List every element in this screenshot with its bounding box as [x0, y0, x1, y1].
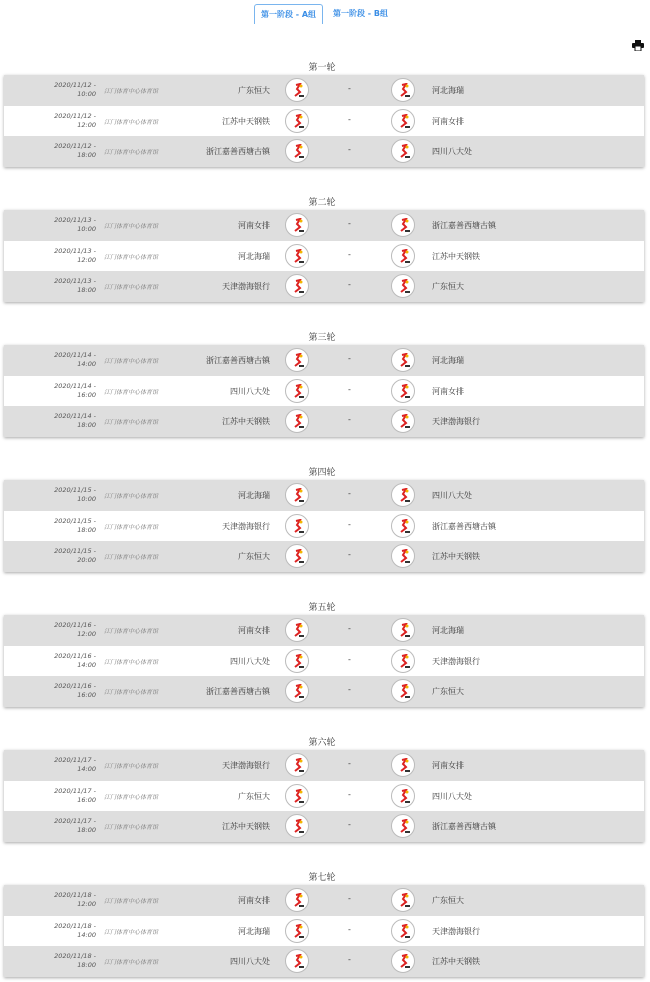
away-team: 天津渤海银行	[432, 926, 480, 936]
match-time: 16:00	[77, 390, 96, 399]
score: -	[348, 249, 351, 259]
home-team-logo-icon	[285, 618, 309, 642]
away-team: 广东恒大	[432, 282, 464, 291]
match-time: 12:00	[77, 630, 96, 638]
away-team-logo-icon	[391, 814, 415, 838]
match-row[interactable]	[4, 271, 644, 302]
away-team: 四川八大处	[432, 491, 472, 500]
match-datetime	[54, 517, 96, 535]
score: -	[348, 114, 351, 124]
away-team: 浙江嘉善西塘古镇	[432, 822, 496, 831]
away-team-logo-icon	[391, 618, 415, 642]
match-row[interactable]	[4, 241, 644, 272]
home-team-logo-icon	[285, 649, 309, 673]
match-row[interactable]	[4, 480, 644, 511]
score: -	[348, 894, 351, 903]
away-team: 河北海瑞	[432, 356, 464, 365]
home-team-logo-icon	[285, 348, 309, 372]
match-datetime	[54, 351, 96, 369]
match-venue: 江门体育中心体育馆	[104, 284, 159, 291]
match-date: 2020/11/14 -	[54, 412, 96, 420]
home-team: 天津渤海银行	[222, 521, 270, 531]
home-team-logo-icon	[285, 78, 309, 102]
home-team-logo-icon	[285, 109, 309, 133]
match-datetime	[54, 787, 96, 805]
away-team-logo-icon	[391, 483, 415, 507]
match-venue: 江门体育中心体育馆	[104, 898, 159, 905]
match-venue: 江门体育中心体育馆	[104, 824, 159, 831]
match-row[interactable]	[4, 885, 644, 916]
match-venue: 江门体育中心体育馆	[104, 793, 159, 801]
match-datetime	[54, 412, 96, 430]
score: -	[348, 550, 351, 559]
away-team: 浙江嘉善西塘古镇	[432, 521, 496, 531]
home-team-logo-icon	[285, 213, 309, 237]
home-team-logo-icon	[285, 679, 309, 703]
away-team: 天津渤海银行	[432, 656, 480, 666]
round-title: 第六轮	[308, 738, 336, 748]
away-team-logo-icon	[391, 919, 415, 943]
match-venue: 江门体育中心体育馆	[104, 928, 159, 936]
away-team-logo-icon	[391, 679, 415, 703]
score: -	[348, 489, 351, 498]
round	[4, 871, 644, 977]
match-datetime	[54, 142, 96, 160]
round	[4, 61, 644, 167]
round	[4, 601, 644, 707]
match-time: 12:00	[77, 255, 96, 264]
match-datetime	[54, 756, 96, 774]
match-row[interactable]	[4, 406, 644, 437]
home-team: 河南女排	[238, 896, 270, 905]
match-table	[4, 615, 644, 707]
match-row[interactable]	[4, 916, 644, 947]
match-date: 2020/11/18 -	[54, 891, 96, 899]
score: -	[348, 384, 351, 394]
score: -	[348, 354, 351, 363]
match-date: 2020/11/15 -	[54, 486, 96, 494]
home-team-logo-icon	[285, 753, 309, 777]
home-team: 江苏中天钢铁	[222, 116, 270, 126]
match-date: 2020/11/13 -	[54, 216, 96, 224]
away-team-logo-icon	[391, 109, 415, 133]
home-team: 天津渤海银行	[222, 761, 270, 770]
round-title: 第二轮	[308, 198, 336, 208]
match-date: 2020/11/16 -	[54, 682, 96, 690]
match-venue: 江门体育中心体育馆	[104, 419, 159, 426]
match-row[interactable]	[4, 750, 644, 781]
away-team-logo-icon	[391, 213, 415, 237]
match-date: 2020/11/14 -	[54, 351, 96, 359]
match-time: 12:00	[77, 900, 96, 908]
match-row[interactable]	[4, 511, 644, 542]
match-venue: 江门体育中心体育馆	[104, 763, 159, 770]
match-datetime	[54, 547, 96, 565]
match-venue: 江门体育中心体育馆	[104, 628, 159, 635]
match-datetime	[54, 112, 96, 130]
match-date: 2020/11/17 -	[54, 756, 96, 764]
home-team: 广东恒大	[238, 791, 270, 801]
home-team: 江苏中天钢铁	[222, 822, 270, 831]
away-team: 江苏中天钢铁	[432, 251, 480, 261]
away-team: 四川八大处	[432, 791, 472, 801]
score: -	[348, 789, 351, 799]
round-title: 第三轮	[308, 333, 336, 343]
home-team: 浙江嘉善西塘古镇	[206, 147, 270, 156]
home-team-logo-icon	[285, 514, 309, 538]
match-date: 2020/11/12 -	[54, 111, 96, 120]
away-team-logo-icon	[391, 649, 415, 673]
home-team-logo-icon	[285, 483, 309, 507]
round-title: 第四轮	[308, 468, 336, 478]
round	[4, 331, 644, 437]
match-date: 2020/11/17 -	[54, 817, 96, 825]
match-table	[4, 210, 644, 302]
match-time: 10:00	[77, 90, 96, 98]
match-venue: 江门体育中心体育馆	[104, 959, 159, 966]
match-date: 2020/11/13 -	[54, 246, 96, 255]
match-time: 14:00	[77, 930, 96, 939]
match-date: 2020/11/12 -	[54, 142, 96, 150]
away-team-logo-icon	[391, 514, 415, 538]
away-team: 河北海瑞	[432, 626, 464, 635]
home-team: 四川八大处	[230, 656, 270, 666]
match-venue: 江门体育中心体育馆	[104, 554, 159, 561]
match-row[interactable]	[4, 676, 644, 707]
away-team-logo-icon	[391, 753, 415, 777]
match-venue: 江门体育中心体育馆	[104, 223, 159, 230]
round-title: 第七轮	[308, 873, 336, 883]
score: -	[348, 685, 351, 694]
home-team-logo-icon	[285, 274, 309, 298]
match-table	[4, 75, 644, 167]
score: -	[348, 519, 351, 529]
match-row[interactable]	[4, 946, 644, 977]
match-venue: 江门体育中心体育馆	[104, 388, 159, 396]
home-team: 河北海瑞	[238, 926, 270, 936]
match-date: 2020/11/18 -	[54, 952, 96, 960]
away-team-logo-icon	[391, 784, 415, 808]
match-table	[4, 750, 644, 842]
match-time: 12:00	[77, 120, 96, 129]
away-team: 江苏中天钢铁	[432, 552, 480, 561]
home-team: 广东恒大	[238, 86, 270, 95]
match-time: 16:00	[77, 691, 96, 699]
match-datetime	[54, 486, 96, 504]
match-date: 2020/11/14 -	[54, 381, 96, 390]
away-team-logo-icon	[391, 949, 415, 973]
match-row[interactable]	[4, 781, 644, 812]
round	[4, 466, 644, 572]
match-datetime	[54, 652, 96, 670]
match-row[interactable]	[4, 106, 644, 137]
match-date: 2020/11/16 -	[54, 651, 96, 660]
match-time: 18:00	[77, 826, 96, 834]
match-datetime	[54, 216, 96, 234]
home-team: 河南女排	[238, 626, 270, 635]
home-team-logo-icon	[285, 949, 309, 973]
away-team: 河南女排	[432, 386, 464, 396]
away-team: 四川八大处	[432, 147, 472, 156]
match-venue: 江门体育中心体育馆	[104, 118, 159, 126]
match-time: 18:00	[77, 151, 96, 159]
score: -	[348, 145, 351, 154]
match-time: 14:00	[77, 660, 96, 669]
score: -	[348, 280, 351, 289]
home-team: 河北海瑞	[238, 251, 270, 261]
score: -	[348, 84, 351, 93]
match-venue: 江门体育中心体育馆	[104, 689, 159, 696]
home-team: 浙江嘉善西塘古镇	[206, 356, 270, 365]
score: -	[348, 820, 351, 829]
away-team: 广东恒大	[432, 896, 464, 905]
match-venue: 江门体育中心体育馆	[104, 658, 159, 666]
home-team: 天津渤海银行	[222, 282, 270, 291]
match-datetime	[54, 952, 96, 970]
home-team-logo-icon	[285, 544, 309, 568]
score: -	[348, 759, 351, 768]
score: -	[348, 654, 351, 664]
away-team: 河南女排	[432, 116, 464, 126]
home-team-logo-icon	[285, 784, 309, 808]
home-team-logo-icon	[285, 814, 309, 838]
match-date: 2020/11/15 -	[54, 516, 96, 525]
away-team-logo-icon	[391, 409, 415, 433]
tab-stage1-group-a[interactable]: 第一阶段 - A组	[254, 4, 323, 24]
match-row[interactable]	[4, 136, 644, 167]
away-team-logo-icon	[391, 139, 415, 163]
match-table	[4, 885, 644, 977]
match-date: 2020/11/12 -	[54, 81, 96, 89]
printer-icon[interactable]	[632, 36, 644, 47]
round-title: 第五轮	[308, 603, 336, 613]
away-team-logo-icon	[391, 274, 415, 298]
match-venue: 江门体育中心体育馆	[104, 358, 159, 365]
home-team: 河南女排	[238, 221, 270, 230]
match-date: 2020/11/15 -	[54, 547, 96, 555]
score: -	[348, 624, 351, 633]
match-datetime	[54, 817, 96, 835]
stage-tabs	[254, 4, 398, 24]
away-team-logo-icon	[391, 888, 415, 912]
match-row[interactable]	[4, 75, 644, 106]
away-team: 浙江嘉善西塘古镇	[432, 221, 496, 230]
score: -	[348, 955, 351, 964]
away-team: 江苏中天钢铁	[432, 957, 480, 966]
match-time: 14:00	[77, 765, 96, 773]
match-venue: 江门体育中心体育馆	[104, 88, 159, 95]
home-team-logo-icon	[285, 888, 309, 912]
match-date: 2020/11/18 -	[54, 921, 96, 930]
match-datetime	[54, 277, 96, 295]
match-datetime	[54, 81, 96, 99]
match-row[interactable]	[4, 376, 644, 407]
match-datetime	[54, 922, 96, 940]
home-team-logo-icon	[285, 919, 309, 943]
match-date: 2020/11/17 -	[54, 786, 96, 795]
match-time: 18:00	[77, 961, 96, 969]
match-time: 18:00	[77, 525, 96, 534]
match-datetime	[54, 247, 96, 265]
home-team-logo-icon	[285, 139, 309, 163]
match-row[interactable]	[4, 541, 644, 572]
match-time: 10:00	[77, 495, 96, 503]
match-time: 14:00	[77, 360, 96, 368]
away-team-logo-icon	[391, 379, 415, 403]
match-venue: 江门体育中心体育馆	[104, 523, 159, 531]
score: -	[348, 219, 351, 228]
match-datetime	[54, 891, 96, 909]
match-time: 10:00	[77, 225, 96, 233]
home-team: 广东恒大	[238, 552, 270, 561]
match-venue: 江门体育中心体育馆	[104, 253, 159, 261]
match-datetime	[54, 682, 96, 700]
away-team-logo-icon	[391, 78, 415, 102]
match-table	[4, 480, 644, 572]
match-time: 20:00	[77, 556, 96, 564]
round	[4, 196, 644, 302]
match-row[interactable]	[4, 615, 644, 646]
home-team: 浙江嘉善西塘古镇	[206, 687, 270, 696]
match-row[interactable]	[4, 646, 644, 677]
home-team: 四川八大处	[230, 386, 270, 396]
round	[4, 736, 644, 842]
home-team-logo-icon	[285, 244, 309, 268]
away-team-logo-icon	[391, 244, 415, 268]
match-table	[4, 345, 644, 437]
away-team-logo-icon	[391, 348, 415, 372]
match-time: 18:00	[77, 421, 96, 429]
match-time: 18:00	[77, 286, 96, 294]
match-row[interactable]	[4, 345, 644, 376]
away-team: 河南女排	[432, 761, 464, 770]
score: -	[348, 924, 351, 934]
home-team: 四川八大处	[230, 957, 270, 966]
match-row[interactable]	[4, 811, 644, 842]
away-team: 天津渤海银行	[432, 417, 480, 426]
match-venue: 江门体育中心体育馆	[104, 149, 159, 156]
match-row[interactable]	[4, 210, 644, 241]
round-title: 第一轮	[308, 63, 336, 73]
tab-stage1-group-b[interactable]: 第一阶段 - B组	[333, 9, 388, 18]
home-team: 河北海瑞	[238, 491, 270, 500]
match-datetime	[54, 621, 96, 639]
match-date: 2020/11/16 -	[54, 621, 96, 629]
away-team-logo-icon	[391, 544, 415, 568]
match-time: 16:00	[77, 795, 96, 804]
match-datetime	[54, 382, 96, 400]
away-team: 广东恒大	[432, 687, 464, 696]
away-team: 河北海瑞	[432, 86, 464, 95]
home-team-logo-icon	[285, 379, 309, 403]
match-venue: 江门体育中心体育馆	[104, 493, 159, 500]
home-team: 江苏中天钢铁	[222, 417, 270, 426]
home-team-logo-icon	[285, 409, 309, 433]
match-date: 2020/11/13 -	[54, 277, 96, 285]
score: -	[348, 415, 351, 424]
